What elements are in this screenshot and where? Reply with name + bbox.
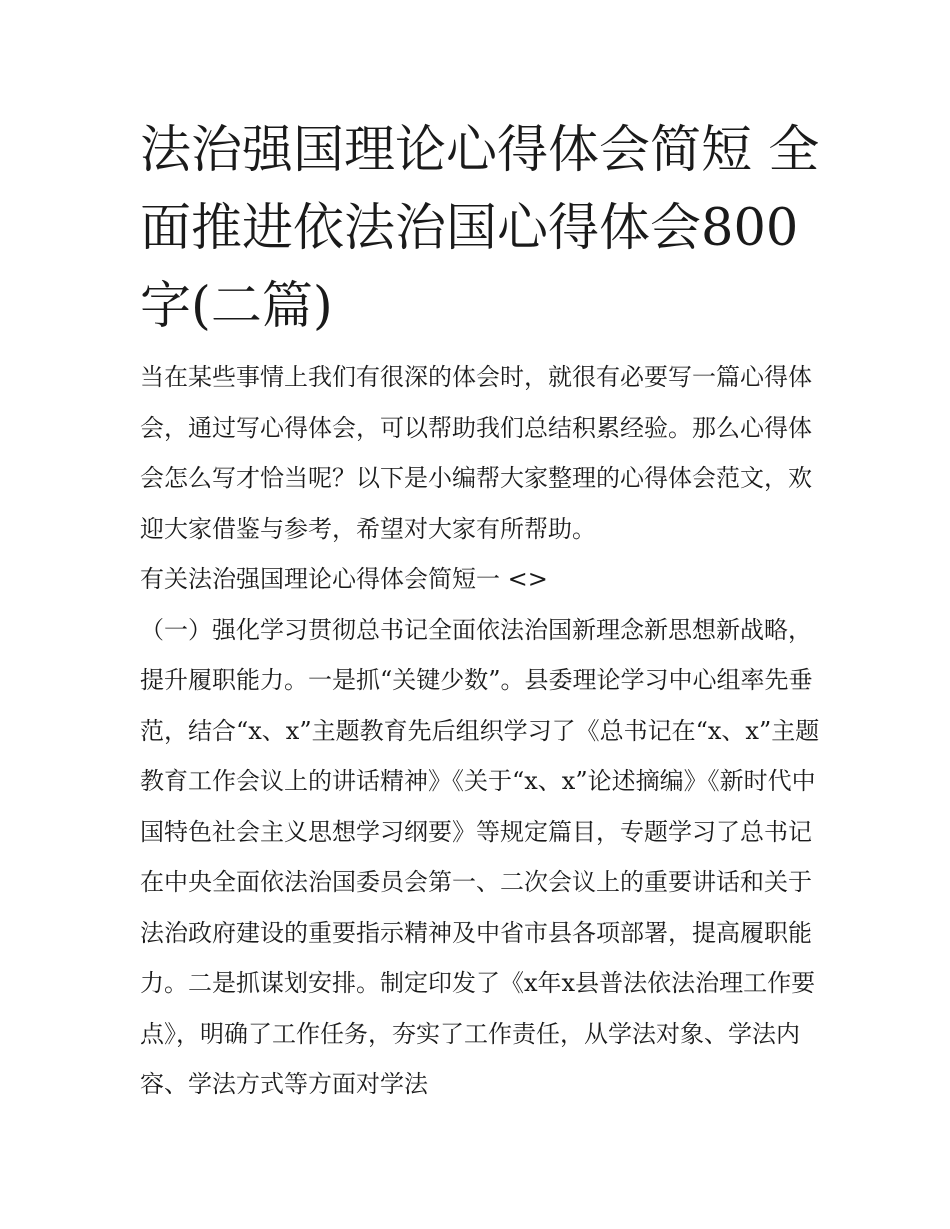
- document-title: 法治强国理论心得体会简短 全面推进依法治国心得体会800字(二篇): [140, 121, 820, 336]
- intro-paragraph: 当在某些事情上我们有很深的体会时，就很有必要写一篇心得体会，通过写心得体会，可以帮助我们总结积累经验。那么心得体会怎么写才恰当呢？以下是小编帮大家整理的心得体会范文，欢迎大家借鉴与参考，希望对大家有所帮助。: [140, 363, 812, 543]
- document-body: [140, 352, 820, 1110]
- body-paragraph: （一）强化学习贯彻总书记全面依法治国新理念新思想新战略，提升履职能力。一是抓“关键少数”。县委理论学习中心组率先垂范，结合“x、x”主题教育先后组织学习了《总书记在“x、x”主题教育工作会议上的讲话精神》《关于“x、x”论述摘编》《新时代中国特色社会主义思想学习纲要》等规定篇目，专题学习了总书记在中央全面依法治国委员会第一、二次会议上的重要讲话和关于法治政府建设的重要指示精神及中省市县各项部署，提高履职能力。二是抓谋划安排。制定印发了《x年x县普法依法治理工作要点》，明确了工作任务，夯实了工作责任，从学法对象、学法内容、学法方式等方面对学法: [140, 615, 820, 1098]
- section-heading: 有关法治强国理论心得体会简短一 <>: [140, 565, 548, 593]
